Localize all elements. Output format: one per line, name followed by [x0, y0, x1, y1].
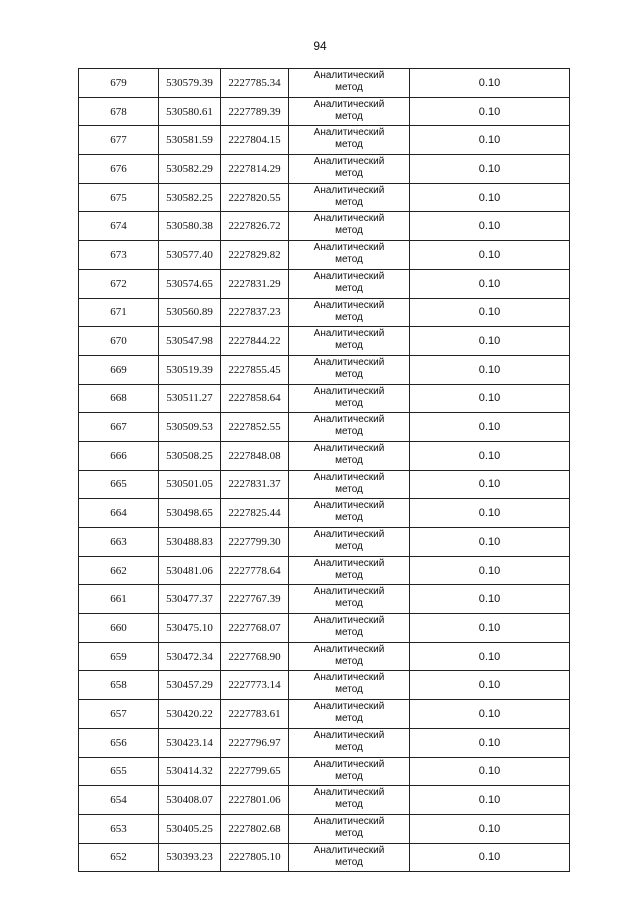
x-coordinate-cell: 530481.06 — [159, 556, 221, 585]
x-coordinate-cell: 530511.27 — [159, 384, 221, 413]
point-number-cell: 666 — [79, 441, 159, 470]
x-coordinate-cell: 530519.39 — [159, 355, 221, 384]
y-coordinate-cell: 2227805.10 — [221, 843, 289, 872]
method-cell — [289, 786, 410, 815]
y-coordinate-cell: 2227852.55 — [221, 413, 289, 442]
method-line: метод — [335, 168, 363, 180]
accuracy-cell: 0.10 — [410, 556, 570, 585]
point-number-cell: 656 — [79, 728, 159, 757]
accuracy-cell: 0.10 — [410, 126, 570, 155]
method-line: метод — [335, 627, 363, 639]
accuracy-cell: 0.10 — [410, 786, 570, 815]
method-line: Аналитический — [313, 672, 385, 684]
method-cell — [289, 212, 410, 241]
y-coordinate-cell: 2227855.45 — [221, 355, 289, 384]
method-line: Аналитический — [313, 844, 385, 856]
y-coordinate-cell: 2227799.65 — [221, 757, 289, 786]
table-row — [79, 441, 570, 470]
accuracy-cell: 0.10 — [410, 183, 570, 212]
point-number-cell: 678 — [79, 97, 159, 126]
table-row — [79, 384, 570, 413]
method-cell — [289, 642, 410, 671]
table-row — [79, 642, 570, 671]
method-cell — [289, 355, 410, 384]
accuracy-cell: 0.10 — [410, 642, 570, 671]
method-cell — [289, 441, 410, 470]
table-row — [79, 298, 570, 327]
point-number-cell: 674 — [79, 212, 159, 241]
point-number-cell: 662 — [79, 556, 159, 585]
accuracy-cell: 0.10 — [410, 441, 570, 470]
method-cell — [289, 183, 410, 212]
x-coordinate-cell: 530547.98 — [159, 327, 221, 356]
x-coordinate-cell: 530393.23 — [159, 843, 221, 872]
accuracy-cell: 0.10 — [410, 700, 570, 729]
method-cell — [289, 327, 410, 356]
table-row — [79, 183, 570, 212]
accuracy-cell: 0.10 — [410, 241, 570, 270]
method-line: Аналитический — [313, 385, 385, 397]
table-row — [79, 355, 570, 384]
y-coordinate-cell: 2227789.39 — [221, 97, 289, 126]
table-row — [79, 155, 570, 184]
x-coordinate-cell: 530408.07 — [159, 786, 221, 815]
table-row — [79, 327, 570, 356]
method-line: Аналитический — [313, 184, 385, 196]
method-line: Аналитический — [313, 815, 385, 827]
point-number-cell: 679 — [79, 69, 159, 98]
x-coordinate-cell: 530477.37 — [159, 585, 221, 614]
point-number-cell: 652 — [79, 843, 159, 872]
method-line: метод — [335, 684, 363, 696]
method-line: метод — [335, 483, 363, 495]
point-number-cell: 660 — [79, 614, 159, 643]
method-cell — [289, 814, 410, 843]
method-line: метод — [335, 741, 363, 753]
y-coordinate-cell: 2227826.72 — [221, 212, 289, 241]
method-line: Аналитический — [313, 328, 385, 340]
method-line: Аналитический — [313, 701, 385, 713]
y-coordinate-cell: 2227804.15 — [221, 126, 289, 155]
table-row — [79, 671, 570, 700]
y-coordinate-cell: 2227773.14 — [221, 671, 289, 700]
y-coordinate-cell: 2227783.61 — [221, 700, 289, 729]
accuracy-cell: 0.10 — [410, 814, 570, 843]
point-number-cell: 677 — [79, 126, 159, 155]
accuracy-cell: 0.10 — [410, 413, 570, 442]
method-line: метод — [335, 454, 363, 466]
x-coordinate-cell: 530580.61 — [159, 97, 221, 126]
method-line: Аналитический — [313, 471, 385, 483]
y-coordinate-cell: 2227814.29 — [221, 155, 289, 184]
x-coordinate-cell: 530580.38 — [159, 212, 221, 241]
table-row — [79, 470, 570, 499]
point-number-cell: 663 — [79, 528, 159, 557]
method-cell — [289, 700, 410, 729]
accuracy-cell: 0.10 — [410, 671, 570, 700]
point-number-cell: 667 — [79, 413, 159, 442]
y-coordinate-cell: 2227831.29 — [221, 269, 289, 298]
point-number-cell: 655 — [79, 757, 159, 786]
method-line: Аналитический — [313, 242, 385, 254]
method-cell — [289, 556, 410, 585]
x-coordinate-cell: 530577.40 — [159, 241, 221, 270]
accuracy-cell: 0.10 — [410, 528, 570, 557]
table-row — [79, 241, 570, 270]
method-line: метод — [335, 426, 363, 438]
method-cell — [289, 757, 410, 786]
method-line: метод — [335, 254, 363, 266]
accuracy-cell: 0.10 — [410, 212, 570, 241]
table-row — [79, 700, 570, 729]
table-row — [79, 843, 570, 872]
y-coordinate-cell: 2227820.55 — [221, 183, 289, 212]
method-line: метод — [335, 512, 363, 524]
method-cell — [289, 241, 410, 270]
method-line: Аналитический — [313, 156, 385, 168]
x-coordinate-cell: 530508.25 — [159, 441, 221, 470]
accuracy-cell: 0.10 — [410, 843, 570, 872]
method-line: Аналитический — [313, 643, 385, 655]
accuracy-cell: 0.10 — [410, 269, 570, 298]
accuracy-cell: 0.10 — [410, 355, 570, 384]
x-coordinate-cell: 530405.25 — [159, 814, 221, 843]
table-row — [79, 585, 570, 614]
page-number: 94 — [313, 39, 327, 53]
accuracy-cell: 0.10 — [410, 327, 570, 356]
method-cell — [289, 614, 410, 643]
table-row — [79, 97, 570, 126]
method-cell — [289, 528, 410, 557]
accuracy-cell: 0.10 — [410, 728, 570, 757]
accuracy-cell: 0.10 — [410, 97, 570, 126]
method-line: метод — [335, 368, 363, 380]
method-line: Аналитический — [313, 270, 385, 282]
y-coordinate-cell: 2227768.90 — [221, 642, 289, 671]
method-line: Аналитический — [313, 414, 385, 426]
point-number-cell: 664 — [79, 499, 159, 528]
point-number-cell: 671 — [79, 298, 159, 327]
coordinates-table — [78, 68, 570, 872]
x-coordinate-cell: 530457.29 — [159, 671, 221, 700]
point-number-cell: 672 — [79, 269, 159, 298]
method-line: Аналитический — [313, 442, 385, 454]
x-coordinate-cell: 530488.83 — [159, 528, 221, 557]
method-line: Аналитический — [313, 729, 385, 741]
y-coordinate-cell: 2227785.34 — [221, 69, 289, 98]
table-row — [79, 528, 570, 557]
method-cell — [289, 69, 410, 98]
table-row — [79, 728, 570, 757]
method-line: метод — [335, 827, 363, 839]
accuracy-cell: 0.10 — [410, 499, 570, 528]
table-row — [79, 757, 570, 786]
y-coordinate-cell: 2227825.44 — [221, 499, 289, 528]
method-line: метод — [335, 196, 363, 208]
method-line: Аналитический — [313, 615, 385, 627]
point-number-cell: 659 — [79, 642, 159, 671]
method-line: метод — [335, 541, 363, 552]
method-line: метод — [335, 655, 363, 667]
method-cell — [289, 843, 410, 872]
accuracy-cell: 0.10 — [410, 69, 570, 98]
y-coordinate-cell: 2227767.39 — [221, 585, 289, 614]
method-cell — [289, 413, 410, 442]
method-line: метод — [335, 569, 363, 581]
table-row — [79, 814, 570, 843]
accuracy-cell: 0.10 — [410, 757, 570, 786]
x-coordinate-cell: 530582.25 — [159, 183, 221, 212]
table-row — [79, 269, 570, 298]
y-coordinate-cell: 2227768.07 — [221, 614, 289, 643]
method-line: метод — [335, 770, 363, 782]
point-number-cell: 675 — [79, 183, 159, 212]
method-line: Аналитический — [313, 356, 385, 368]
table-row — [79, 126, 570, 155]
method-line: метод — [335, 110, 363, 122]
table-row — [79, 212, 570, 241]
x-coordinate-cell: 530472.34 — [159, 642, 221, 671]
accuracy-cell: 0.10 — [410, 614, 570, 643]
point-number-cell: 676 — [79, 155, 159, 184]
y-coordinate-cell: 2227848.08 — [221, 441, 289, 470]
table-row — [79, 69, 570, 98]
y-coordinate-cell: 2227802.68 — [221, 814, 289, 843]
x-coordinate-cell: 530414.32 — [159, 757, 221, 786]
method-line: Аналитический — [313, 500, 385, 512]
method-line: метод — [335, 82, 363, 93]
point-number-cell: 665 — [79, 470, 159, 499]
x-coordinate-cell: 530582.29 — [159, 155, 221, 184]
method-line: метод — [335, 340, 363, 352]
method-line: Аналитический — [313, 98, 385, 110]
x-coordinate-cell: 530475.10 — [159, 614, 221, 643]
method-line: Аналитический — [313, 127, 385, 139]
point-number-cell: 668 — [79, 384, 159, 413]
method-line: Аналитический — [313, 586, 385, 598]
method-cell — [289, 671, 410, 700]
method-cell — [289, 298, 410, 327]
y-coordinate-cell: 2227831.37 — [221, 470, 289, 499]
x-coordinate-cell: 530579.39 — [159, 69, 221, 98]
y-coordinate-cell: 2227799.30 — [221, 528, 289, 557]
point-number-cell: 657 — [79, 700, 159, 729]
method-line: метод — [335, 856, 363, 868]
method-cell — [289, 499, 410, 528]
method-line: метод — [335, 225, 363, 237]
x-coordinate-cell: 530423.14 — [159, 728, 221, 757]
method-cell — [289, 269, 410, 298]
method-line: метод — [335, 139, 363, 151]
table-row — [79, 786, 570, 815]
y-coordinate-cell: 2227801.06 — [221, 786, 289, 815]
table-row — [79, 556, 570, 585]
table-row — [79, 614, 570, 643]
x-coordinate-cell: 530501.05 — [159, 470, 221, 499]
y-coordinate-cell: 2227837.23 — [221, 298, 289, 327]
accuracy-cell: 0.10 — [410, 298, 570, 327]
method-line: метод — [335, 799, 363, 811]
method-line: Аналитический — [313, 557, 385, 569]
x-coordinate-cell: 530509.53 — [159, 413, 221, 442]
method-line: метод — [335, 397, 363, 409]
x-coordinate-cell: 530498.65 — [159, 499, 221, 528]
table-row — [79, 413, 570, 442]
point-number-cell: 653 — [79, 814, 159, 843]
y-coordinate-cell: 2227844.22 — [221, 327, 289, 356]
point-number-cell: 669 — [79, 355, 159, 384]
x-coordinate-cell: 530581.59 — [159, 126, 221, 155]
method-cell — [289, 126, 410, 155]
method-line: метод — [335, 282, 363, 294]
method-cell — [289, 384, 410, 413]
y-coordinate-cell: 2227829.82 — [221, 241, 289, 270]
method-line: Аналитический — [313, 758, 385, 770]
method-line: Аналитический — [313, 787, 385, 799]
method-cell — [289, 470, 410, 499]
method-line: метод — [335, 311, 363, 323]
x-coordinate-cell: 530560.89 — [159, 298, 221, 327]
point-number-cell: 654 — [79, 786, 159, 815]
method-cell — [289, 728, 410, 757]
method-cell — [289, 155, 410, 184]
method-line: Аналитический — [313, 70, 385, 81]
method-cell — [289, 585, 410, 614]
method-line: Аналитический — [313, 213, 385, 225]
accuracy-cell: 0.10 — [410, 470, 570, 499]
x-coordinate-cell: 530420.22 — [159, 700, 221, 729]
accuracy-cell: 0.10 — [410, 585, 570, 614]
point-number-cell: 661 — [79, 585, 159, 614]
method-cell — [289, 97, 410, 126]
method-line: метод — [335, 598, 363, 610]
method-line: Аналитический — [313, 529, 385, 540]
point-number-cell: 673 — [79, 241, 159, 270]
y-coordinate-cell: 2227858.64 — [221, 384, 289, 413]
method-line: Аналитический — [313, 299, 385, 311]
y-coordinate-cell: 2227778.64 — [221, 556, 289, 585]
x-coordinate-cell: 530574.65 — [159, 269, 221, 298]
y-coordinate-cell: 2227796.97 — [221, 728, 289, 757]
accuracy-cell: 0.10 — [410, 155, 570, 184]
point-number-cell: 670 — [79, 327, 159, 356]
point-number-cell: 658 — [79, 671, 159, 700]
accuracy-cell: 0.10 — [410, 384, 570, 413]
table-row — [79, 499, 570, 528]
method-line: метод — [335, 713, 363, 725]
